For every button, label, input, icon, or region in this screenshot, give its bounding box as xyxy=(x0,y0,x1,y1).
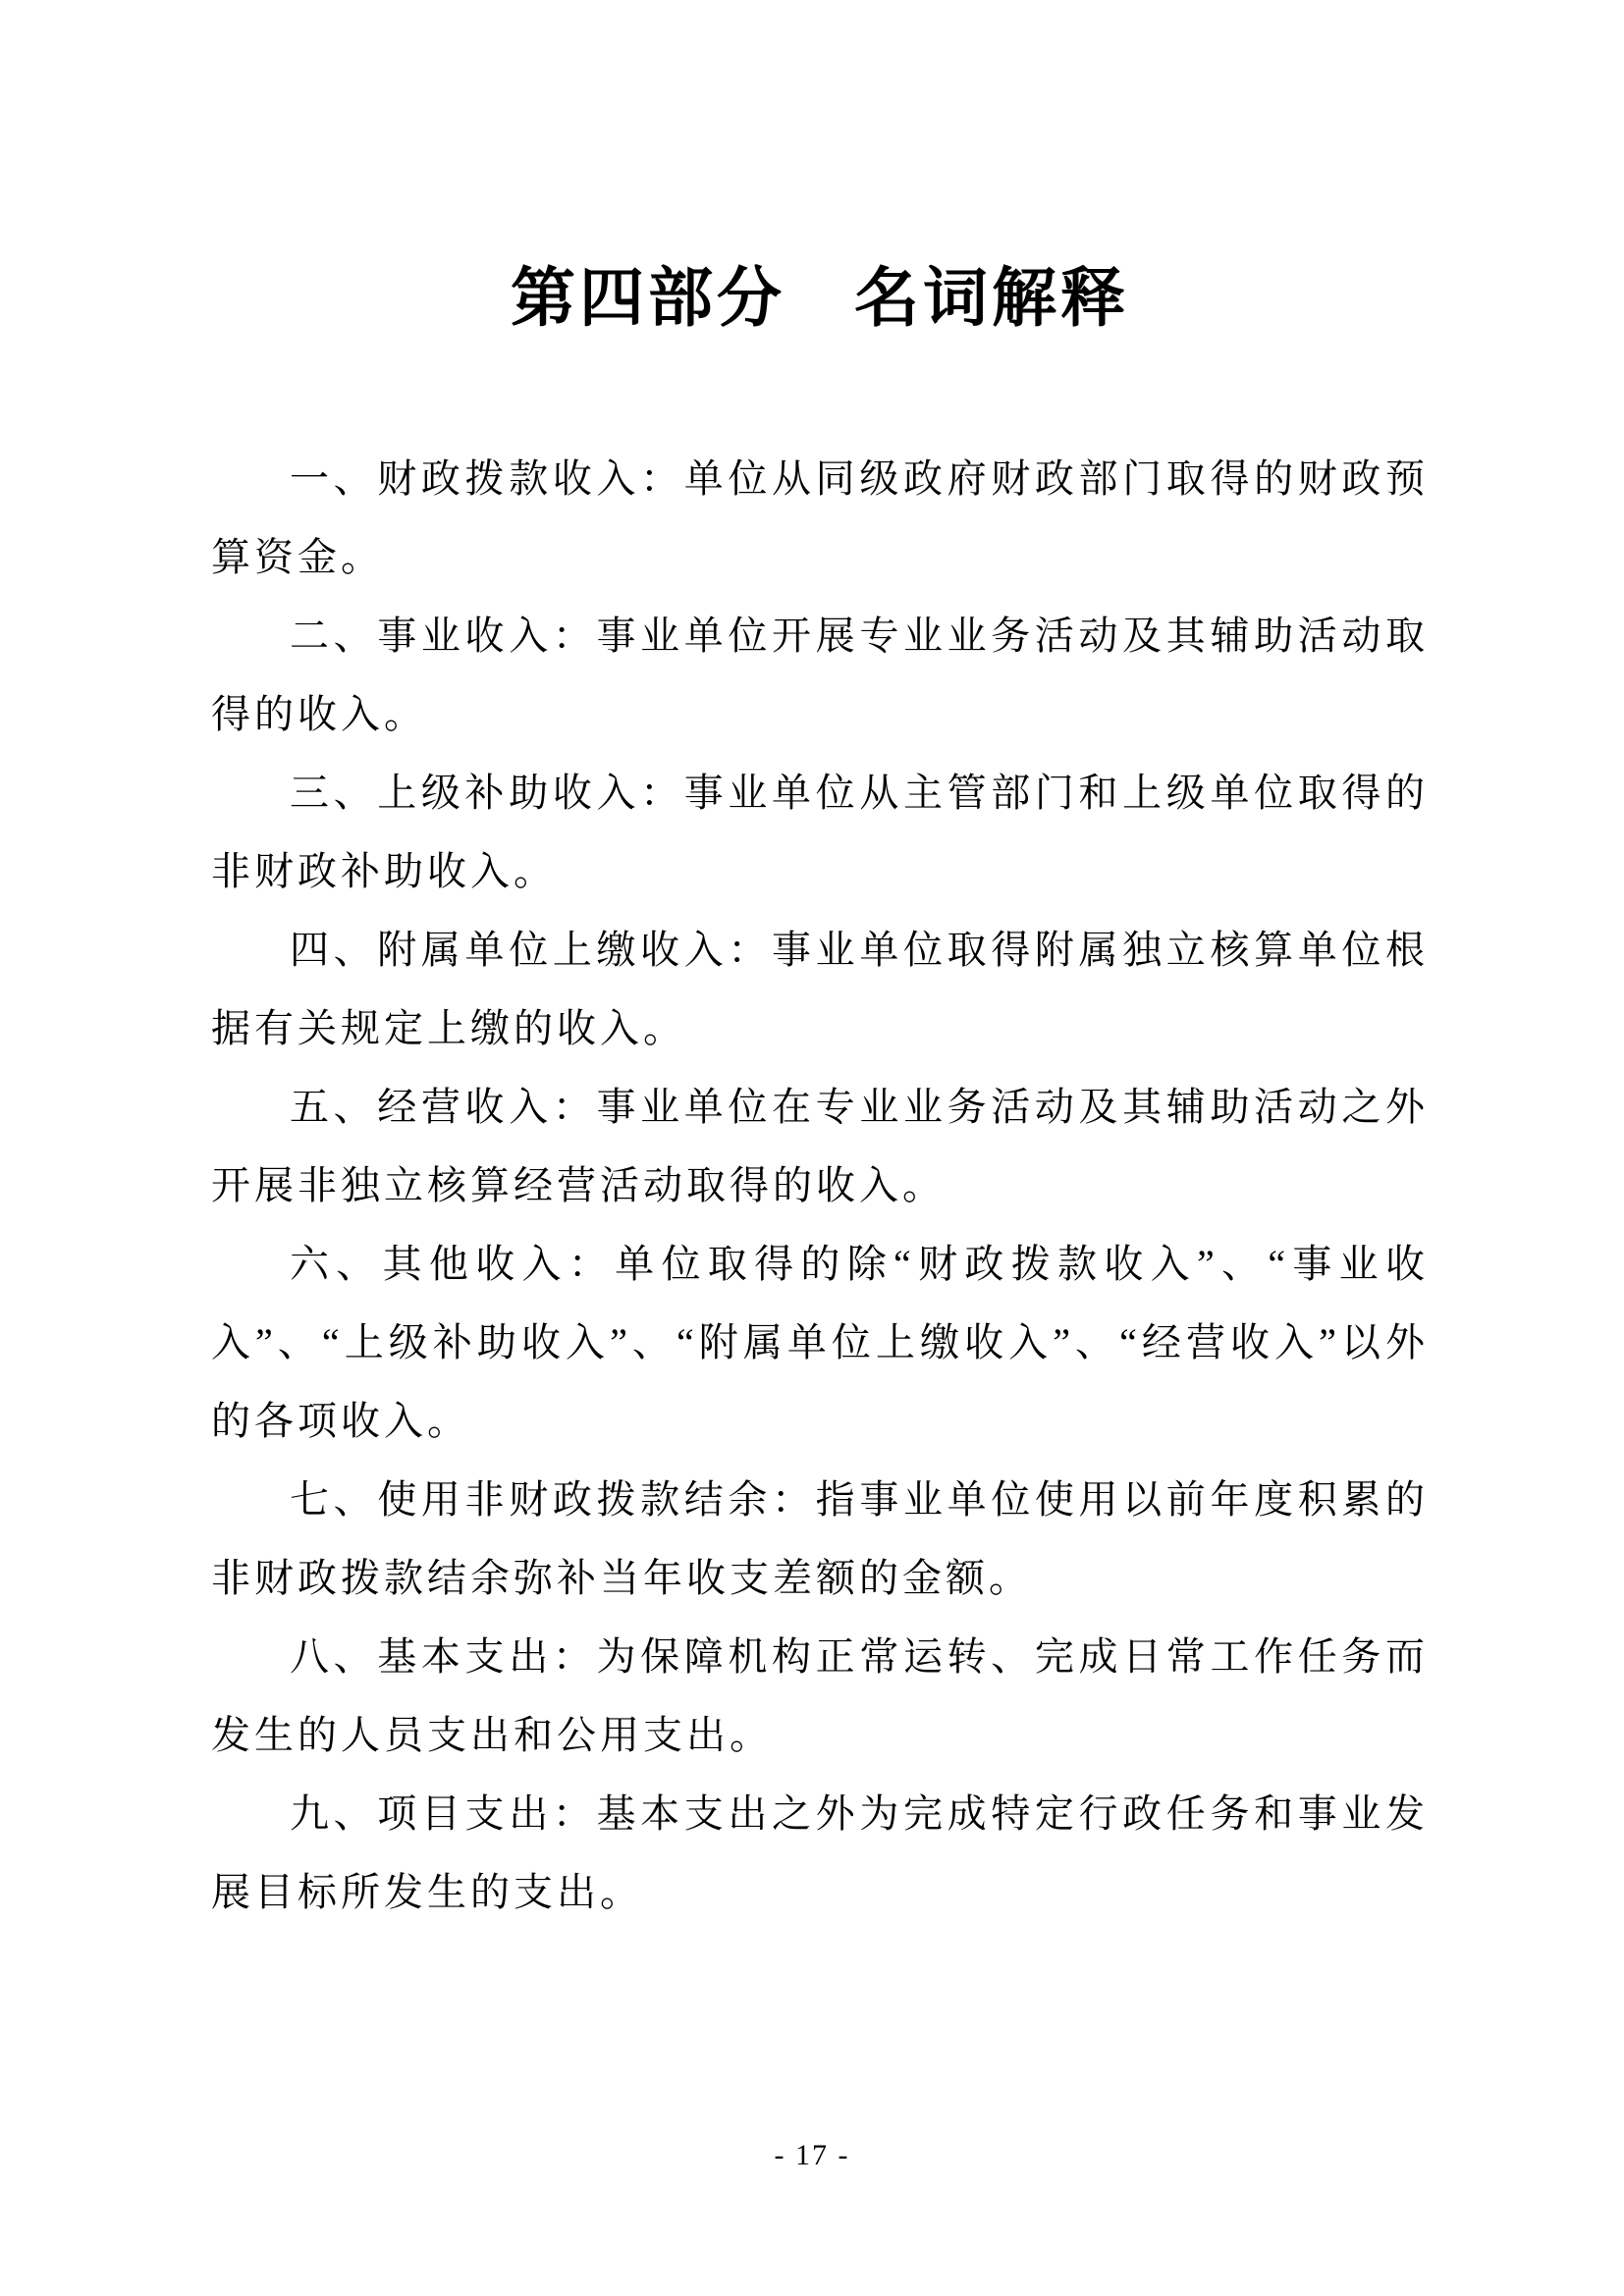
definition-paragraph-3: 三、上级补助收入：事业单位从主管部门和上级单位取得的非财政补助收入。 xyxy=(211,771,1429,893)
definition-paragraph-5: 五、经营收入：事业单位在专业业务活动及其辅助活动之外开展非独立核算经营活动取得的收入。 xyxy=(211,1085,1429,1207)
page-title: 第四部分 名词解释 xyxy=(511,261,1129,334)
definition-paragraph-2: 二、事业收入：事业单位开展专业业务活动及其辅助活动取得的收入。 xyxy=(211,614,1429,736)
definition-paragraph-6: 六、其他收入：单位取得的除“财政拨款收入”、“事业收入”、“上级补助收入”、“附属单位上缴收入”、“经营收入”以外的各项收入。 xyxy=(211,1242,1429,1443)
definition-paragraph-4: 四、附属单位上缴收入：事业单位取得附属独立核算单位根据有关规定上缴的收入。 xyxy=(211,928,1429,1050)
definition-paragraph-9: 九、项目支出：基本支出之外为完成特定行政任务和事业发展目标所发生的支出。 xyxy=(211,1791,1429,1914)
definition-paragraph-7: 七、使用非财政拨款结余：指事业单位使用以前年度积累的非财政拨款结余弥补当年收支差额的金额。 xyxy=(211,1477,1429,1600)
page-number: - 17 - xyxy=(774,2139,850,2171)
definition-paragraph-8: 八、基本支出：为保障机构正常运转、完成日常工作任务而发生的人员支出和公用支出。 xyxy=(211,1634,1429,1757)
definition-paragraph-1: 一、财政拨款收入：单位从同级政府财政部门取得的财政预算资金。 xyxy=(211,456,1429,579)
document-body xyxy=(211,440,1429,1932)
